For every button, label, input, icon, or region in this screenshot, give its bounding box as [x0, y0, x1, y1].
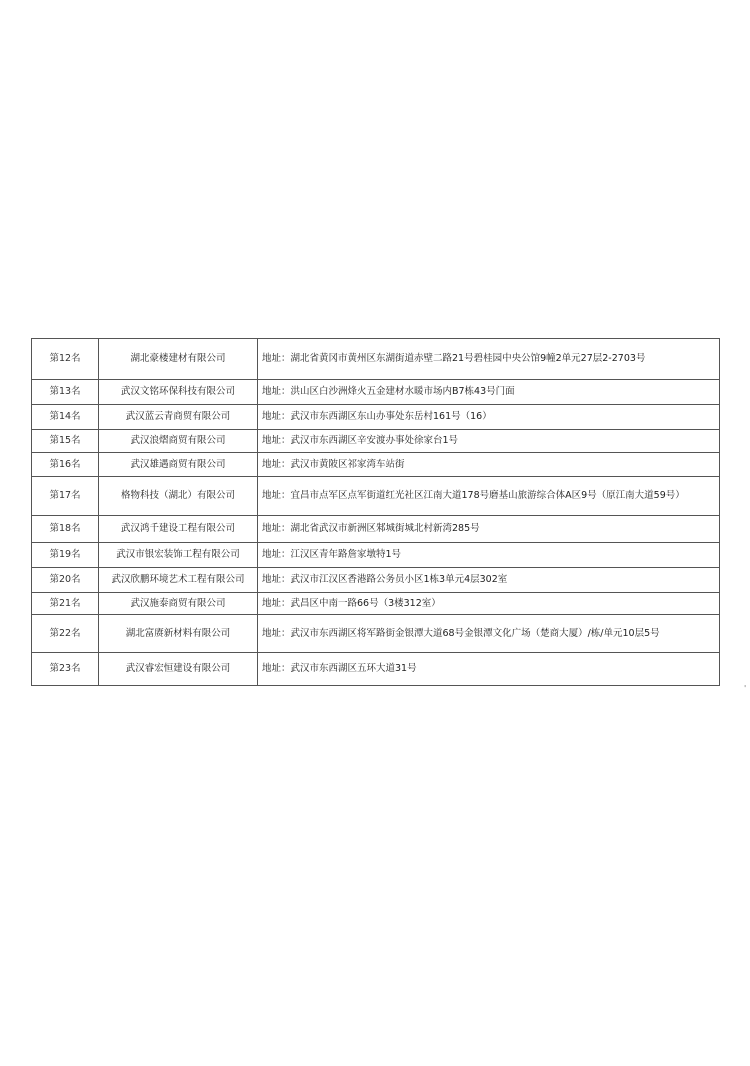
- address-cell: 地址：湖北省黄冈市黄州区东湖街道赤壁二路21号碧桂园中央公馆9幢2单元27层2-2703号: [258, 339, 720, 380]
- company-cell: 武汉雄遇商贸有限公司: [99, 453, 258, 477]
- scan-mark: ': [744, 684, 747, 693]
- company-cell: 武汉施泰商贸有限公司: [99, 593, 258, 615]
- table-row: [32, 380, 720, 405]
- table-row: [32, 543, 720, 568]
- company-cell: 武汉欣鹏环境艺术工程有限公司: [99, 568, 258, 593]
- company-cell: 武汉文铭环保科技有限公司: [99, 380, 258, 405]
- rank-cell: 第12名: [32, 339, 99, 380]
- ranking-table: [31, 338, 720, 686]
- address-cell: 地址：武汉市东西湖区东山办事处东岳村161号（16）: [258, 405, 720, 430]
- company-cell: 湖北富赓新材料有限公司: [99, 615, 258, 653]
- address-cell: 地址：武汉市东西湖区辛安渡办事处徐家台1号: [258, 430, 720, 453]
- address-cell: 地址：江汉区青年路詹家墩特1号: [258, 543, 720, 568]
- address-cell: 地址：湖北省武汉市新洲区邾城街城北村新湾285号: [258, 516, 720, 543]
- company-cell: 武汉蓝云青商贸有限公司: [99, 405, 258, 430]
- table-row: [32, 653, 720, 686]
- rank-cell: 第19名: [32, 543, 99, 568]
- address-cell: 地址：洪山区白沙洲烽火五金建材水暖市场内B7栋43号门面: [258, 380, 720, 405]
- rank-cell: 第17名: [32, 477, 99, 516]
- table-row: [32, 516, 720, 543]
- company-cell: 湖北豪楼建材有限公司: [99, 339, 258, 380]
- company-cell: 武汉睿宏恒建设有限公司: [99, 653, 258, 686]
- table-row: [32, 615, 720, 653]
- address-cell: 地址：武汉市东西湖区将军路街金银潭大道68号金银潭文化广场（楚商大厦）/栋/单元10层5号: [258, 615, 720, 653]
- address-cell: 地址：武汉市江汉区香港路公务员小区1栋3单元4层302室: [258, 568, 720, 593]
- rank-cell: 第20名: [32, 568, 99, 593]
- rank-cell: 第14名: [32, 405, 99, 430]
- address-cell: 地址：宜昌市点军区点军街道红光社区江南大道178号磨基山旅游综合体A区9号（原江南大道59号）: [258, 477, 720, 516]
- table-row: [32, 453, 720, 477]
- address-cell: 地址：武昌区中南一路66号（3楼312室）: [258, 593, 720, 615]
- company-cell: 格物科技（湖北）有限公司: [99, 477, 258, 516]
- rank-cell: 第22名: [32, 615, 99, 653]
- table-row: [32, 593, 720, 615]
- table-row: [32, 405, 720, 430]
- address-cell: 地址：武汉市东西湖区五环大道31号: [258, 653, 720, 686]
- rank-cell: 第16名: [32, 453, 99, 477]
- address-cell: 地址：武汉市黄陂区祁家湾车站街: [258, 453, 720, 477]
- rank-cell: 第21名: [32, 593, 99, 615]
- ranking-table-body: [32, 339, 720, 686]
- company-cell: 武汉鸿千建设工程有限公司: [99, 516, 258, 543]
- rank-cell: 第23名: [32, 653, 99, 686]
- rank-cell: 第15名: [32, 430, 99, 453]
- table-row: [32, 477, 720, 516]
- table-row: [32, 339, 720, 380]
- table-row: [32, 568, 720, 593]
- company-cell: 武汉浪熠商贸有限公司: [99, 430, 258, 453]
- company-cell: 武汉市银宏装饰工程有限公司: [99, 543, 258, 568]
- rank-cell: 第18名: [32, 516, 99, 543]
- rank-cell: 第13名: [32, 380, 99, 405]
- table-row: [32, 430, 720, 453]
